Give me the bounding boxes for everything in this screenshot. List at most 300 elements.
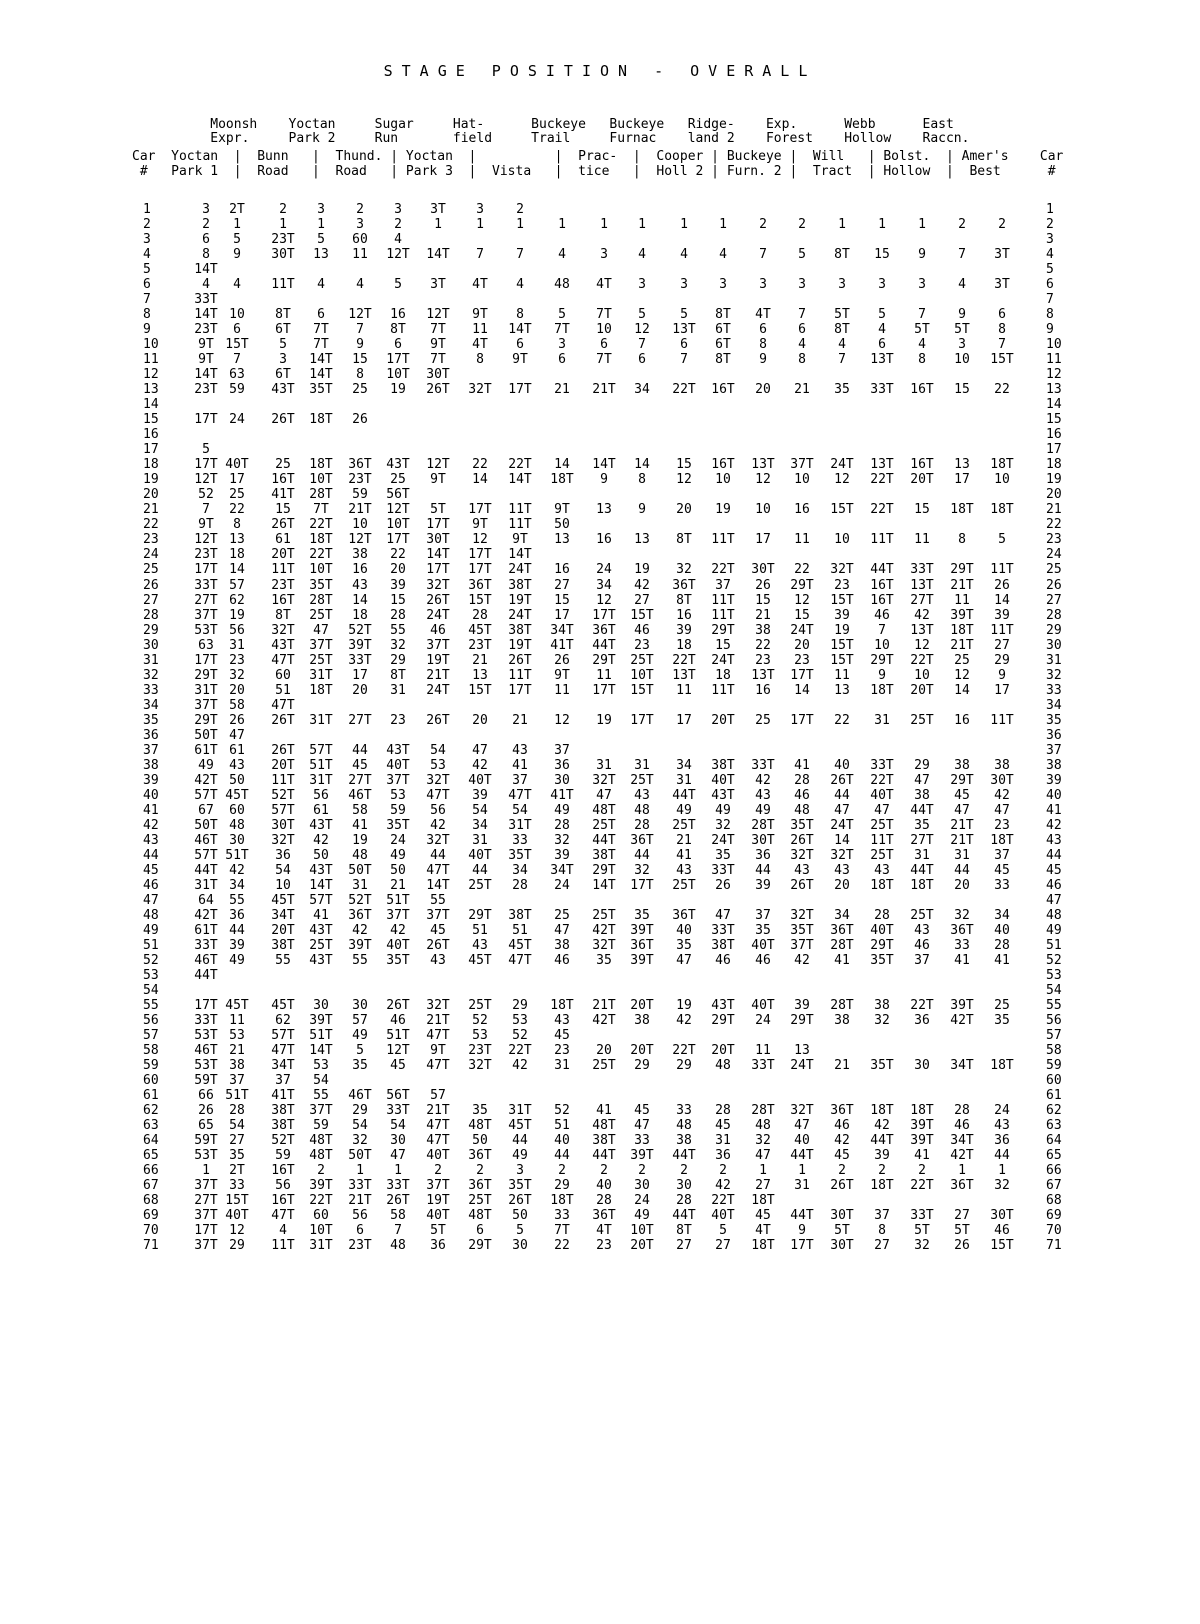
car-number: 71 [143, 1238, 159, 1253]
stage-position: 7 [759, 247, 767, 262]
stage-position: 29T [711, 1013, 735, 1028]
car-number: 67 [143, 1178, 159, 1193]
stage-position: 32 [914, 1238, 930, 1253]
stage-position: 7 [516, 247, 524, 262]
stage-position: 35 [472, 1103, 488, 1118]
car-number: 54 [143, 983, 159, 998]
car-number: 6 [143, 277, 151, 292]
stage-position: 17T [194, 653, 218, 668]
stage-position: 10 [954, 352, 970, 367]
car-number: 23 [143, 532, 159, 547]
stage-position: 10 [596, 322, 612, 337]
stage-position: 51T [225, 848, 249, 863]
stage-position: 48T [592, 803, 616, 818]
stage-position: 13 [834, 683, 850, 698]
stage-position: 4T [755, 307, 771, 322]
stage-position: 19 [834, 623, 850, 638]
stage-position: 20T [630, 998, 654, 1013]
stage-position: 25T [468, 878, 492, 893]
stage-position: 16T [271, 593, 295, 608]
car-number-right: 61 [1046, 1088, 1062, 1103]
stage-position: 11T [711, 683, 735, 698]
stage-position: 12 [554, 713, 570, 728]
stage-position: 11 [596, 668, 612, 683]
stage-position: 11T [271, 1238, 295, 1253]
stage-position: 28 [954, 1103, 970, 1118]
stage-position: 11T [271, 562, 295, 577]
table-row [0, 533, 1200, 546]
stage-position: 2 [719, 1163, 727, 1178]
stage-position: 10T [309, 472, 333, 487]
stage-position: 25T [592, 818, 616, 833]
stage-position: 9 [759, 352, 767, 367]
stage-position: 21 [755, 608, 771, 623]
stage-position: 4 [516, 277, 524, 292]
stage-position: 11 [229, 1013, 245, 1028]
stage-position: 19 [352, 833, 368, 848]
stage-position: 18T [950, 502, 974, 517]
stage-position: 59 [390, 803, 406, 818]
stage-position: 3T [430, 202, 446, 217]
stage-position: 39T [950, 998, 974, 1013]
stage-position: 22T [870, 773, 894, 788]
stage-position: 22T [910, 653, 934, 668]
stage-position: 2 [998, 217, 1006, 232]
stage-position: 2 [798, 217, 806, 232]
stage-position: 2 [638, 1163, 646, 1178]
stage-position: 44T [870, 1133, 894, 1148]
stage-position: 14T [194, 262, 218, 277]
stage-position: 42 [914, 608, 930, 623]
table-row [0, 774, 1200, 787]
stage-position: 25T [870, 818, 894, 833]
stage-position: 31 [715, 1133, 731, 1148]
stage-position: 26T [386, 998, 410, 1013]
stage-position: 10T [309, 1223, 333, 1238]
stage-position: 47T [508, 953, 532, 968]
stage-position: 21 [676, 833, 692, 848]
table-row [0, 1014, 1200, 1027]
stage-position: 10T [386, 517, 410, 532]
stage-position: 31T [508, 818, 532, 833]
stage-position: 37 [755, 908, 771, 923]
stage-position: 21T [592, 382, 616, 397]
stage-position: 55 [229, 893, 245, 908]
stage-position: 17 [994, 683, 1010, 698]
stage-position: 37T [790, 457, 814, 472]
stage-position: 16 [954, 713, 970, 728]
stage-position: 6 [680, 337, 688, 352]
stage-position: 42 [512, 1058, 528, 1073]
stage-position: 48 [715, 1058, 731, 1073]
stage-position: 12T [426, 457, 450, 472]
stage-position: 14 [229, 562, 245, 577]
car-number: 14 [143, 397, 159, 412]
stage-position: 4T [596, 1223, 612, 1238]
stage-position: 49 [352, 1028, 368, 1043]
stage-position: 8T [275, 608, 291, 623]
table-row [0, 518, 1200, 531]
stage-position: 43T [309, 863, 333, 878]
stage-position: 16 [352, 562, 368, 577]
table-row [0, 999, 1200, 1012]
stage-position: 48T [309, 1148, 333, 1163]
stage-position: 21 [834, 1058, 850, 1073]
stage-position: 5 [680, 307, 688, 322]
stage-position: 15 [874, 247, 890, 262]
table-row [0, 383, 1200, 396]
stage-position: 7 [958, 247, 966, 262]
table-row [0, 1179, 1200, 1192]
stage-position: 48 [676, 1118, 692, 1133]
stage-position: 46T [348, 788, 372, 803]
stage-position: 8T [715, 352, 731, 367]
stage-position: 33T [348, 653, 372, 668]
table-row [0, 503, 1200, 516]
stage-position: 32 [715, 818, 731, 833]
stage-position: 41T [550, 638, 574, 653]
stage-position: 24 [596, 562, 612, 577]
car-number: 48 [143, 908, 159, 923]
stage-position: 2 [476, 1163, 484, 1178]
stage-position: 34 [512, 863, 528, 878]
stage-position: 41 [954, 953, 970, 968]
table-row [0, 233, 1200, 246]
stage-position: 11 [676, 683, 692, 698]
stage-position: 45 [390, 1058, 406, 1073]
stage-position: 50 [390, 863, 406, 878]
stage-position: 33T [910, 562, 934, 577]
stage-position: 51 [472, 923, 488, 938]
stage-position: 40 [554, 1133, 570, 1148]
stage-position: 15 [954, 382, 970, 397]
stage-position: 33T [711, 863, 735, 878]
table-row [0, 1149, 1200, 1162]
car-number-right: 69 [1046, 1208, 1062, 1223]
stage-position: 40T [870, 788, 894, 803]
stage-position: 17T [790, 668, 814, 683]
stage-position: 11T [271, 277, 295, 292]
table-row [0, 458, 1200, 471]
stage-position: 7T [596, 307, 612, 322]
car-number: 64 [143, 1133, 159, 1148]
stage-position: 9 [233, 247, 241, 262]
stage-position: 39T [348, 938, 372, 953]
stage-position: 47T [426, 1133, 450, 1148]
stage-position: 28 [794, 773, 810, 788]
car-number: 28 [143, 608, 159, 623]
stage-position: 30 [512, 1238, 528, 1253]
stage-position: 48 [794, 803, 810, 818]
stage-position: 20 [794, 638, 810, 653]
stage-position: 13 [634, 532, 650, 547]
stage-position: 26T [426, 382, 450, 397]
car-number: 59 [143, 1058, 159, 1073]
stage-position: 37 [229, 1073, 245, 1088]
stage-position: 46 [794, 788, 810, 803]
stage-position: 35T [790, 818, 814, 833]
stage-position: 52 [472, 1013, 488, 1028]
car-number-right: 29 [1046, 623, 1062, 638]
stage-position: 54 [229, 1118, 245, 1133]
stage-position: 5 [798, 247, 806, 262]
car-number-right: 40 [1046, 788, 1062, 803]
stage-position: 20T [711, 713, 735, 728]
stage-position: 38T [592, 848, 616, 863]
stage-position: 41 [834, 953, 850, 968]
stage-position: 29T [592, 653, 616, 668]
table-row [0, 834, 1200, 847]
stage-position: 35T [790, 923, 814, 938]
stage-position: 2 [838, 1163, 846, 1178]
stage-position: 14 [994, 593, 1010, 608]
stage-position: 29T [711, 623, 735, 638]
stage-position: 4 [394, 232, 402, 247]
car-number: 31 [143, 653, 159, 668]
stage-position: 22T [309, 517, 333, 532]
stage-position: 12T [194, 472, 218, 487]
stage-position: 17T [426, 562, 450, 577]
stage-position: 25T [592, 908, 616, 923]
stage-position: 61 [275, 532, 291, 547]
stage-position: 44T [592, 638, 616, 653]
stage-position: 17T [630, 713, 654, 728]
table-row [0, 1059, 1200, 1072]
header-line: Moonsh Yoctan Sugar Hat- Buckeye Buckeye Ridge- Exp. Webb East [132, 117, 954, 132]
stage-position: 8T [715, 307, 731, 322]
car-number: 52 [143, 953, 159, 968]
stage-position: 3 [600, 247, 608, 262]
stage-position: 1 [998, 1163, 1006, 1178]
stage-position: 59 [229, 382, 245, 397]
stage-position: 37T [194, 608, 218, 623]
table-row [0, 684, 1200, 697]
stage-position: 5 [558, 307, 566, 322]
stage-position: 61 [313, 803, 329, 818]
stage-position: 21T [426, 1013, 450, 1028]
car-number: 11 [143, 352, 159, 367]
car-number: 49 [143, 923, 159, 938]
stage-position: 7 [918, 307, 926, 322]
stage-position: 21T [426, 1103, 450, 1118]
stage-position: 3 [958, 337, 966, 352]
stage-position: 4 [317, 277, 325, 292]
stage-position: 42T [592, 923, 616, 938]
stage-position: 42T [950, 1013, 974, 1028]
stage-position: 56 [275, 1178, 291, 1193]
stage-position: 35 [634, 908, 650, 923]
stage-position: 44T [870, 562, 894, 577]
stage-position: 60 [275, 668, 291, 683]
stage-position: 19 [676, 998, 692, 1013]
stage-position: 20T [271, 758, 295, 773]
stage-position: 17T [468, 547, 492, 562]
table-row [0, 594, 1200, 607]
stage-position: 36T [630, 833, 654, 848]
stage-position: 10T [386, 367, 410, 382]
table-row [0, 744, 1200, 757]
stage-position: 12 [794, 593, 810, 608]
stage-position: 32T [426, 998, 450, 1013]
stage-position: 30 [914, 1058, 930, 1073]
table-row [0, 654, 1200, 667]
stage-position: 10T [309, 562, 333, 577]
stage-position: 48 [634, 803, 650, 818]
car-number: 37 [143, 743, 159, 758]
stage-position: 3 [878, 277, 886, 292]
stage-position: 4T [472, 277, 488, 292]
table-row [0, 1119, 1200, 1132]
stage-position: 14T [309, 367, 333, 382]
car-number-right: 64 [1046, 1133, 1062, 1148]
stage-position: 10 [914, 668, 930, 683]
stage-position: 28 [554, 818, 570, 833]
stage-position: 12T [386, 247, 410, 262]
stage-position: 42 [715, 1178, 731, 1193]
stage-position: 19 [596, 713, 612, 728]
stage-position: 6 [798, 322, 806, 337]
stage-position: 59 [313, 1118, 329, 1133]
stage-position: 45T [508, 938, 532, 953]
stage-position: 47 [676, 953, 692, 968]
stage-position: 4T [596, 277, 612, 292]
stage-position: 33 [676, 1103, 692, 1118]
stage-position: 3 [202, 202, 210, 217]
stage-position: 28 [715, 1103, 731, 1118]
stage-position: 10 [275, 878, 291, 893]
stage-position: 32 [874, 1013, 890, 1028]
car-number: 5 [143, 262, 151, 277]
car-number-right: 7 [1046, 292, 1054, 307]
stage-position: 7T [313, 502, 329, 517]
stage-position: 46 [430, 623, 446, 638]
stage-position: 43T [386, 457, 410, 472]
table-row [0, 1074, 1200, 1087]
stage-position: 14T [508, 472, 532, 487]
stage-position: 50 [313, 848, 329, 863]
stage-position: 18T [751, 1193, 775, 1208]
stage-position: 52T [271, 1133, 295, 1148]
stage-position: 26 [954, 1238, 970, 1253]
stage-position: 36T [592, 1208, 616, 1223]
stage-position: 47T [271, 1043, 295, 1058]
stage-position: 30 [554, 773, 570, 788]
stage-position: 37T [426, 638, 450, 653]
table-row [0, 278, 1200, 291]
stage-position: 63 [229, 367, 245, 382]
stage-position: 18T [870, 878, 894, 893]
stage-position: 31 [954, 848, 970, 863]
stage-position: 46T [194, 953, 218, 968]
stage-position: 33T [751, 1058, 775, 1073]
stage-position: 12T [348, 307, 372, 322]
stage-position: 19T [426, 653, 450, 668]
stage-position: 20T [910, 683, 934, 698]
stage-position: 7 [394, 1223, 402, 1238]
stage-position: 53 [472, 1028, 488, 1043]
stage-position: 6 [558, 352, 566, 367]
stage-position: 17 [676, 713, 692, 728]
stage-position: 13 [794, 1043, 810, 1058]
stage-position: 40T [870, 923, 894, 938]
table-row [0, 1194, 1200, 1207]
stage-position: 25T [910, 713, 934, 728]
stage-position: 21T [348, 1193, 372, 1208]
stage-position: 42 [874, 1118, 890, 1133]
stage-position: 13 [596, 502, 612, 517]
stage-position: 44 [554, 1148, 570, 1163]
stage-position: 30T [751, 833, 775, 848]
stage-position: 12T [386, 502, 410, 517]
stage-position: 7T [313, 337, 329, 352]
stage-position: 39 [229, 938, 245, 953]
stage-position: 45 [994, 863, 1010, 878]
stage-position: 18T [950, 623, 974, 638]
stage-position: 57T [194, 848, 218, 863]
stage-position: 6T [275, 367, 291, 382]
stage-position: 20T [271, 547, 295, 562]
stage-position: 47T [426, 1058, 450, 1073]
car-number-right: 1 [1046, 202, 1054, 217]
table-row [0, 1224, 1200, 1237]
header-line: Car Yoctan | Bunn | Thund. | Yoctan | | Prac- | Cooper | Buckeye | Will | Bolst. | Amer's Car [132, 149, 1064, 164]
stage-position: 41 [596, 1103, 612, 1118]
stage-position: 32 [229, 668, 245, 683]
stage-position: 37 [554, 743, 570, 758]
stage-position: 39 [994, 608, 1010, 623]
stage-position: 28 [874, 908, 890, 923]
stage-position: 35T [309, 382, 333, 397]
stage-position: 40T [386, 758, 410, 773]
stage-position: 48 [755, 1118, 771, 1133]
stage-position: 44 [755, 863, 771, 878]
car-number: 68 [143, 1193, 159, 1208]
stage-position: 52T [348, 893, 372, 908]
stage-position: 45 [954, 788, 970, 803]
stage-position: 17T [386, 532, 410, 547]
stage-position: 13T [910, 578, 934, 593]
stage-position: 6T [715, 322, 731, 337]
car-number: 7 [143, 292, 151, 307]
stage-position: 26T [830, 1178, 854, 1193]
stage-position: 49 [512, 1148, 528, 1163]
stage-position: 48 [352, 848, 368, 863]
stage-position: 65 [198, 1118, 214, 1133]
stage-position: 31 [794, 1178, 810, 1193]
stage-position: 35 [676, 938, 692, 953]
stage-position: 3 [279, 352, 287, 367]
stage-position: 43 [512, 743, 528, 758]
stage-position: 63 [198, 638, 214, 653]
stage-position: 12 [954, 668, 970, 683]
car-number-right: 59 [1046, 1058, 1062, 1073]
stage-position: 29T [194, 668, 218, 683]
stage-position: 28T [309, 487, 333, 502]
stage-position: 40 [676, 923, 692, 938]
table-row [0, 218, 1200, 231]
stage-position: 26T [271, 412, 295, 427]
table-row [0, 293, 1200, 306]
stage-position: 12T [194, 532, 218, 547]
stage-position: 8T [676, 1223, 692, 1238]
stage-position: 43 [430, 953, 446, 968]
stage-position: 32 [554, 833, 570, 848]
stage-position: 40T [468, 773, 492, 788]
stage-position: 33 [229, 1178, 245, 1193]
stage-position: 11 [472, 322, 488, 337]
stage-position: 7 [202, 502, 210, 517]
stage-position: 17T [592, 608, 616, 623]
